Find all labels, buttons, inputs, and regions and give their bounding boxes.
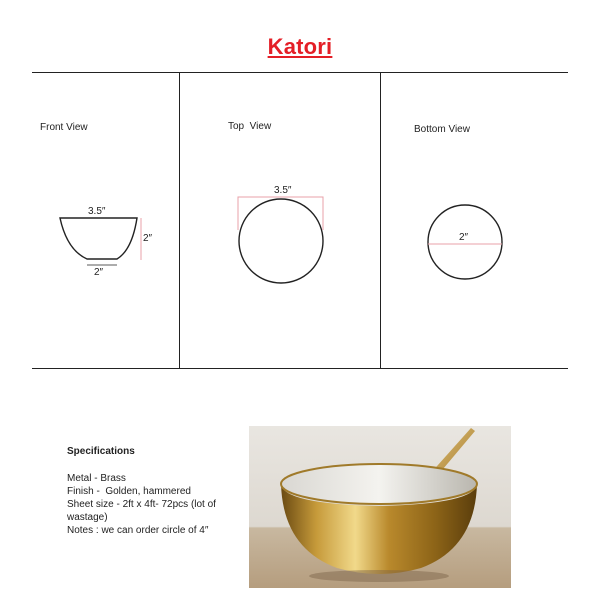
spec-line-metal: Metal - Brass: [67, 473, 126, 484]
bottom-view-label: Bottom View: [414, 124, 470, 135]
panel-bottom-border: [32, 368, 568, 369]
bottom-view-drawing: [420, 200, 510, 290]
top-diameter-label: 3.5″: [274, 185, 292, 196]
bottom-diameter-label: 2″: [459, 232, 469, 243]
front-top-dimension-label: 3.5″: [88, 206, 106, 217]
top-view-rim-circle: [239, 199, 323, 283]
page-title: Katori: [267, 34, 333, 59]
panel-top-border: [32, 72, 568, 73]
front-view-label: Front View: [40, 122, 88, 133]
panel-divider-right: [380, 72, 381, 369]
spec-line-notes: Notes : we can order circle of 4″: [67, 525, 209, 536]
spec-line-finish: Finish - Golden, hammered: [67, 486, 191, 497]
top-view-label: Top View: [228, 121, 272, 132]
specifications-heading: Specifications: [67, 446, 135, 457]
front-view-drawing: [50, 195, 160, 285]
panel-divider-left: [179, 72, 180, 369]
brass-bowl-photo: [249, 426, 511, 588]
bowl-profile: [60, 218, 137, 259]
front-height-dimension-label: 2″: [143, 233, 153, 244]
top-diameter-bracket: [238, 197, 323, 230]
top-view-drawing: [230, 180, 340, 290]
specifications-block: [67, 445, 257, 537]
spec-line-sheet-size: Sheet size - 2ft x 4ft- 72pcs (lot of wastage): [67, 499, 216, 523]
bowl-photo-icon: [249, 426, 511, 588]
front-base-dimension-label: 2″: [94, 267, 104, 278]
bowl-shadow: [309, 570, 449, 582]
